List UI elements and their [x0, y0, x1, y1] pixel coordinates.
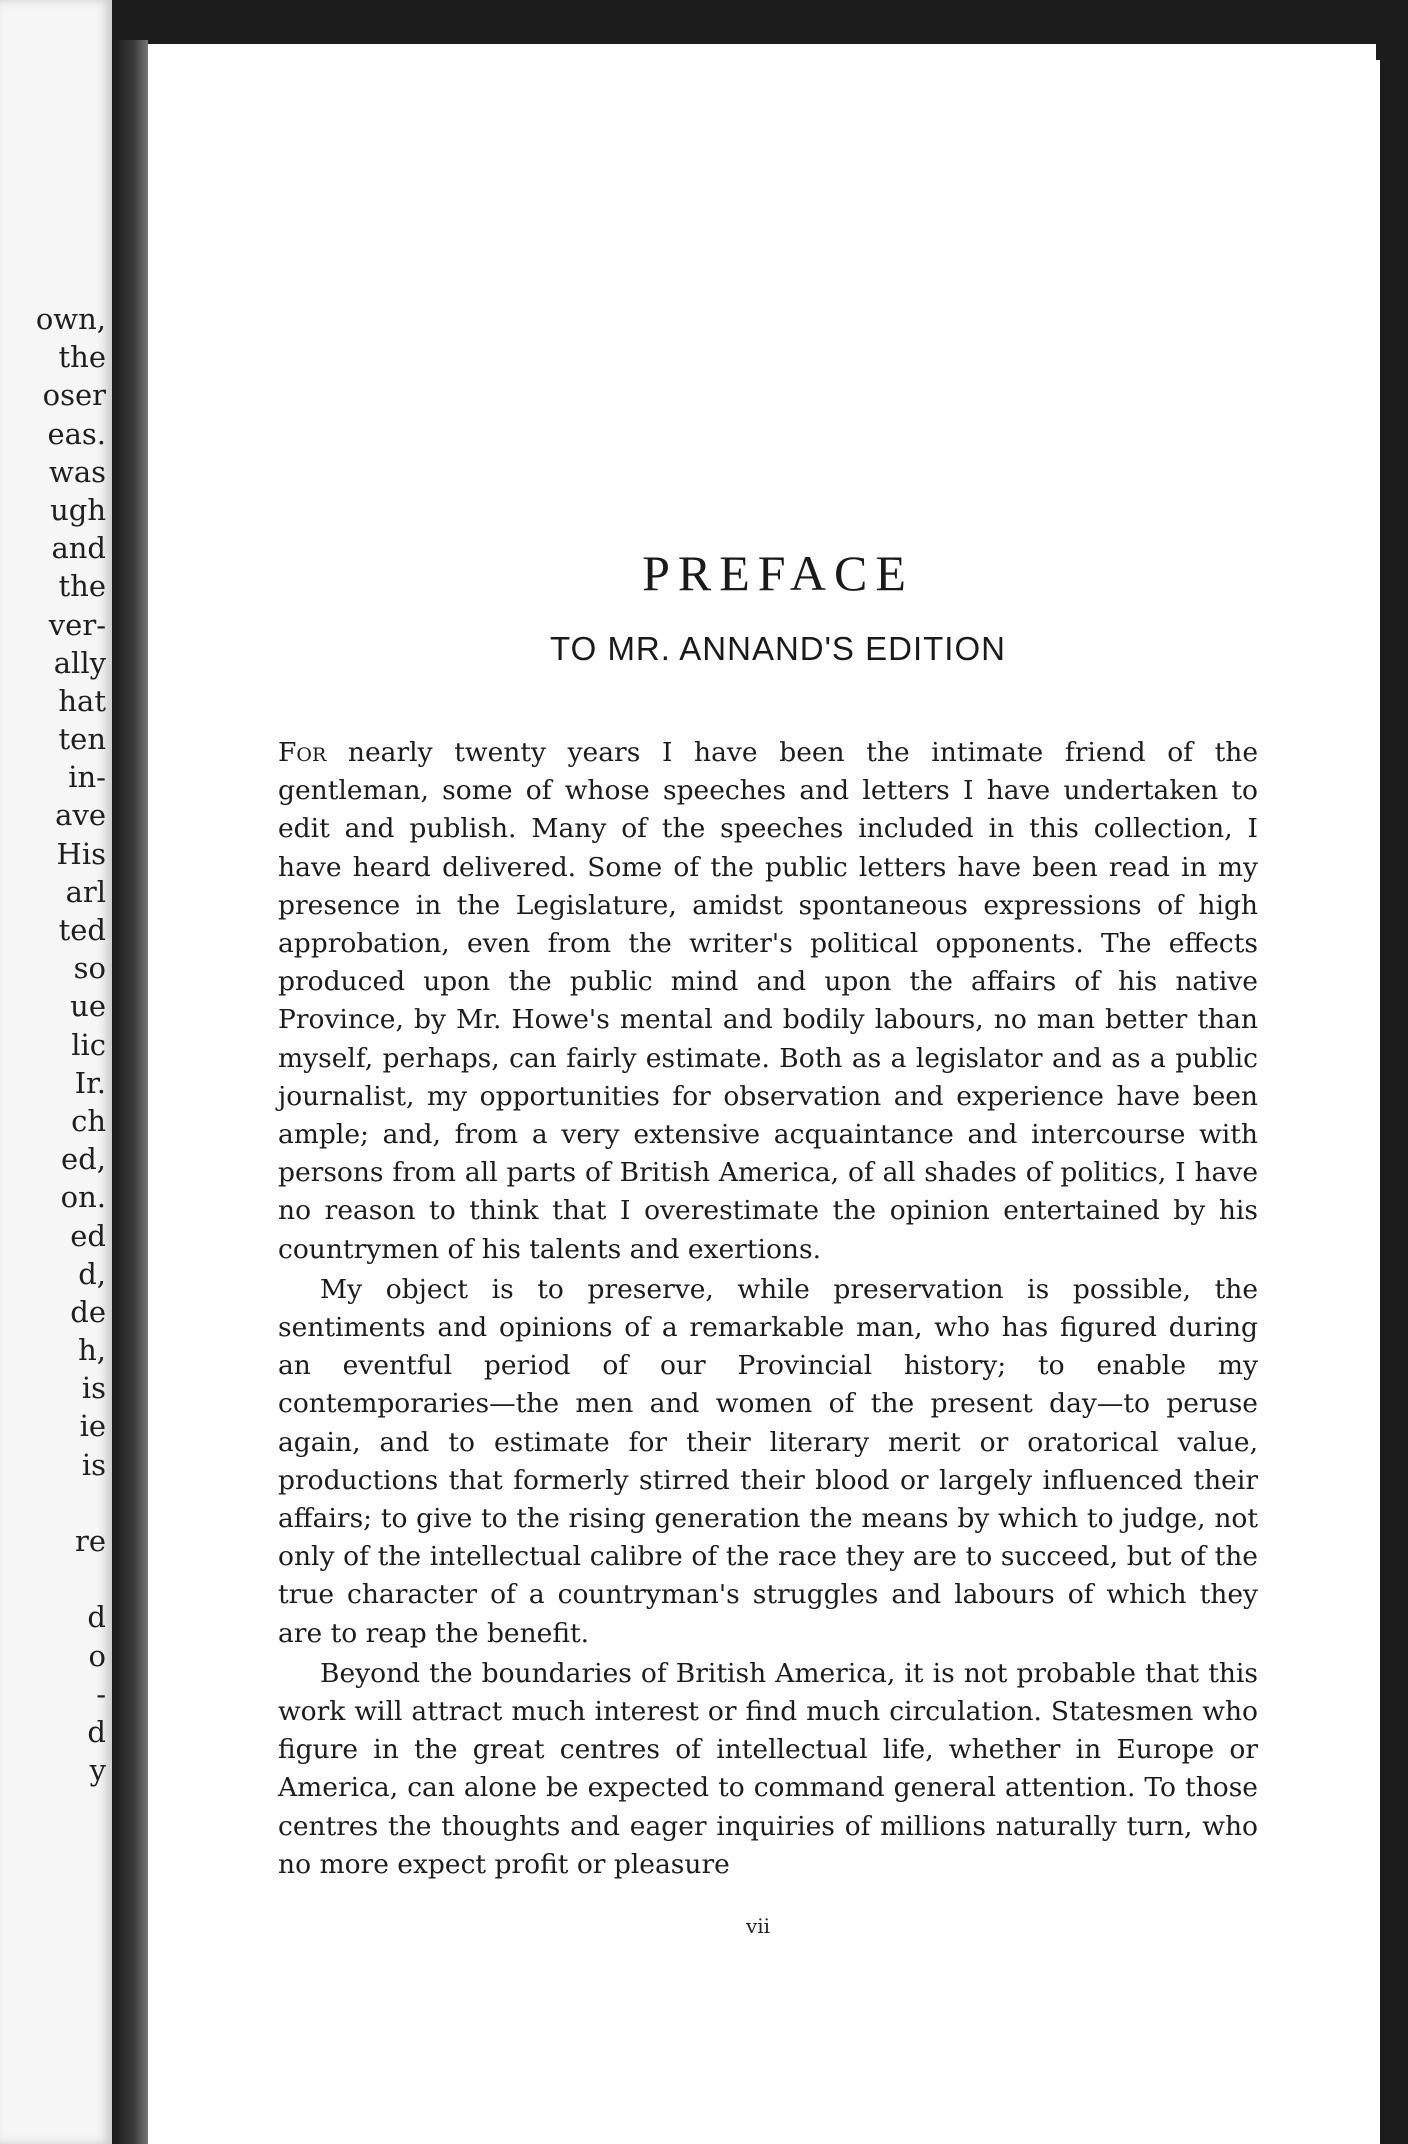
facing-page-fragment: ave	[55, 798, 106, 833]
preface-page	[148, 44, 1376, 2144]
facing-page-fragment: re	[74, 1524, 106, 1558]
paragraph-2: My object is to preserve, while preservation is possible, the sentiments and opinions of a remarkable man, who has figured during an eventful period of our Provincial history; to enable my contemporaries—the men and women of the present day—to peruse again, and to estimate for their literary merit or oratorical value, productions that formerly stirred their blood or largely influenced their affairs; to give to the rising generation the means by which to judge, not only of the intellectual calibre of the race they are to succeed, but of the true character of a countryman's struggles and labours of which they are to reap the benefit.	[278, 1273, 1258, 1649]
book-gutter	[112, 40, 148, 2144]
facing-page-fragment: the	[58, 340, 106, 375]
facing-page-fragment: ed	[70, 1218, 106, 1253]
facing-page-fragment: so	[73, 951, 106, 986]
facing-page-fragment	[36, 1484, 106, 1522]
page-subtitle: TO MR. ANNAND'S EDITION	[550, 630, 1006, 667]
facing-page-fragment: ten	[58, 722, 106, 757]
facing-page-fragment: de	[70, 1294, 106, 1329]
facing-page-fragment: lic	[71, 1027, 106, 1062]
facing-page-fragment: h,	[78, 1333, 106, 1368]
facing-page-fragment: ed,	[61, 1142, 106, 1177]
paragraph-1	[278, 734, 1258, 1269]
facing-page-fragment: Ir.	[74, 1065, 106, 1100]
paragraph-1-text: nearly twenty years I have been the intimate friend of the gentleman, some of whose speeches and letters I have undertaken to edit and publish. Many of the speeches included in this collection, I have heard delivered. Some of the public letters have been read in my presence in the Legislature, amidst spontaneous expressions of high approbation, even from the writer's political opponents. The effects produced upon the public mind and upon the affairs of his native Province, by Mr. Howe's mental and bodily labours, no man better than myself, perhaps, can fairly estimate. Both as a legislator and as a public journalist, my opportunities for observation and experience have been ample; and, from a very extensive acquaintance and intercourse with persons from all parts of British America, of all shades of politics, I have no reason to think that I overestimate the opinion entertained by his countrymen of his talents and exertions.	[278, 737, 1258, 1265]
facing-page-fragment: d	[87, 1714, 106, 1749]
facing-page-fragment: d,	[78, 1256, 106, 1291]
facing-page-fragment: was	[49, 454, 106, 489]
facing-page-fragment: ue	[70, 989, 106, 1024]
page-number: vii	[745, 1914, 771, 1938]
facing-page-edge	[0, 0, 112, 2144]
facing-page-fragment: His	[56, 836, 106, 871]
facing-page-fragment: is	[81, 1447, 106, 1482]
facing-page-fragment: ally	[53, 645, 106, 680]
facing-page-fragment: is	[81, 1371, 106, 1406]
facing-page-text-fragments	[36, 300, 106, 1789]
facing-page-fragment: own,	[35, 302, 106, 336]
facing-page-fragment: ie	[79, 1409, 106, 1444]
facing-page-fragment: in-	[68, 760, 106, 795]
paragraph-1-lead: For	[278, 737, 327, 768]
facing-page-fragment: o	[88, 1638, 106, 1673]
facing-page-fragment: arl	[65, 874, 106, 909]
facing-page-fragment: ch	[71, 1103, 106, 1138]
facing-page-fragment: -	[96, 1676, 106, 1711]
facing-page-fragment: y	[89, 1753, 106, 1788]
facing-page-fragment: ted	[58, 913, 106, 947]
facing-page-fragment: d	[87, 1600, 106, 1635]
facing-page-fragment: hat	[58, 683, 106, 718]
page-title: PREFACE	[642, 545, 914, 601]
facing-page-fragment: oser	[42, 378, 106, 413]
paragraph-3: Beyond the boundaries of British America, it is not probable that this work will attract much interest or find much circulation. Statesmen who figure in the great centres of intellectual life, whether in Europe or America, can alone be expected to command general attention. To those centres the thoughts and eager inquiries of millions naturally turn, who no more expect profit or pleasure	[278, 1657, 1258, 1880]
facing-page-fragment: ver-	[48, 607, 106, 642]
facing-page-fragment: and	[51, 531, 106, 566]
facing-page-fragment: the	[58, 569, 106, 604]
facing-page-fragment: on.	[60, 1180, 106, 1215]
facing-page-fragment: ugh	[50, 492, 106, 527]
scan-right-border	[1380, 0, 1408, 2144]
facing-page-fragment: eas.	[47, 416, 106, 451]
preface-body	[278, 734, 1258, 1886]
facing-page-fragment	[36, 1560, 106, 1598]
